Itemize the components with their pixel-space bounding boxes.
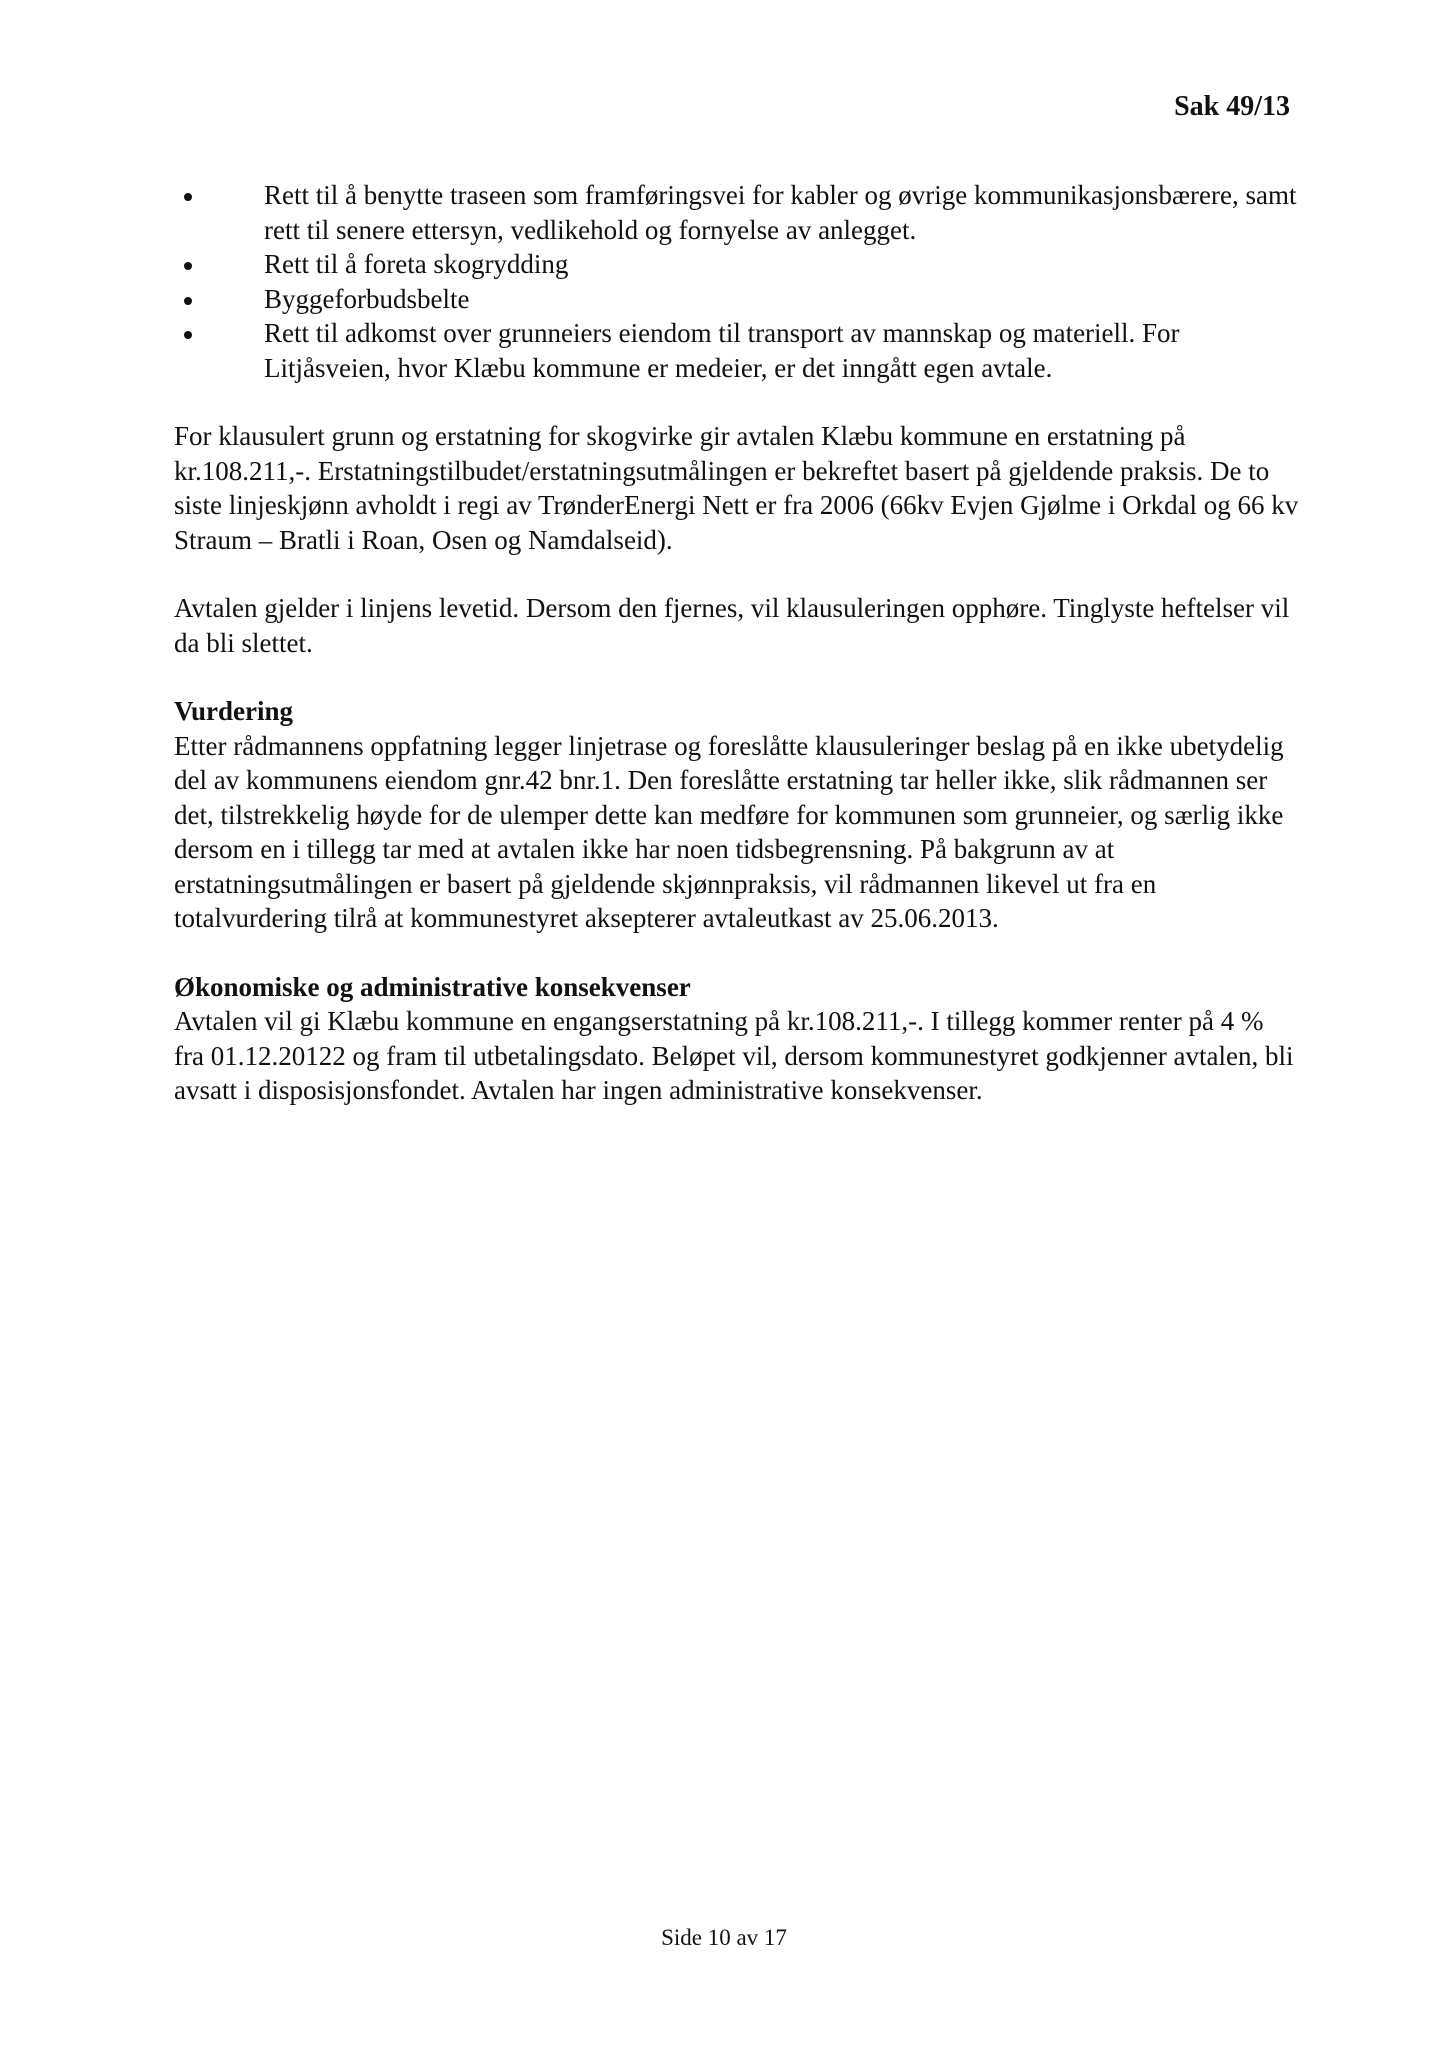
- compensation-paragraph: For klausulert grunn og erstatning for skogvirke gir avtalen Klæbu kommune en erstatning på kr.108.211,-. Erstatningstilbudet/erstatningsutmålingen er bekreftet basert på gjeldende praksis. De to siste linjeskjønn avholdt i regi av TrønderEnergi Nett er fra 2006 (66kv Evjen Gjølme i Orkdal og 66 kv Straum – Bratli i Roan, Osen og Namdalseid).: [174, 421, 1299, 555]
- list-item: [174, 316, 1299, 385]
- page-number: Side 10 av 17: [661, 1925, 787, 1950]
- rights-bullet-list: [174, 178, 1299, 385]
- list-item-text: Rett til å benytte traseen som framføringsvei for kabler og øvrige kommunikasjonsbærere, samt rett til senere ettersyn, vedlikehold og fornyelse av anlegget.: [264, 180, 1297, 245]
- consequences-body: Avtalen vil gi Klæbu kommune en engangserstatning på kr.108.211,-. I tillegg kommer renter på 4 % fra 01.12.20122 og fram til utbetalingsdato. Beløpet vil, dersom kommunestyret godkjenner avtalen, bli avsatt i disposisjonsfondet. Avtalen har ingen administrative konsekvenser.: [174, 1006, 1294, 1105]
- page-content: [174, 178, 1299, 1108]
- bullet-icon: [184, 331, 192, 339]
- duration-paragraph: Avtalen gjelder i linjens levetid. Dersom den fjernes, vil klausuleringen opphøre. Tinglyste heftelser vil da bli slettet.: [174, 593, 1290, 658]
- list-item: [174, 282, 1299, 317]
- assessment-heading: Vurdering: [174, 696, 294, 726]
- case-number: Sak 49/13: [1174, 91, 1290, 122]
- list-item: [174, 247, 1299, 282]
- assessment-body: Etter rådmannens oppfatning legger linjetrase og foreslåtte klausuleringer beslag på en ikke ubetydelig del av kommunens eiendom gnr.42 bnr.1. Den foreslåtte erstatning tar heller ikke, slik rådmannen ser det, tilstrekkelig høyde for de ulemper dette kan medføre for kommunen som grunneier, og særlig ikke dersom en i tillegg tar med at avtalen ikke har noen tidsbegrensning. På bakgrunn av at erstatningsutmålingen er basert på gjeldende skjønnpraksis, vil rådmannen likevel ut fra en totalvurdering tilrå at kommunestyret aksepterer avtaleutkast av 25.06.2013.: [174, 730, 1284, 933]
- bullet-icon: [184, 297, 192, 305]
- consequences-heading: Økonomiske og administrative konsekvenser: [174, 971, 691, 1002]
- bullet-icon: [184, 262, 192, 270]
- list-item-text: Byggeforbudsbelte: [264, 283, 470, 314]
- list-item: [174, 178, 1299, 247]
- list-item-text: Rett til adkomst over grunneiers eiendom til transport av mannskap og materiell. For Litjåsveien, hvor Klæbu kommune er medeier, er det inngått egen avtale.: [264, 318, 1180, 383]
- list-item-text: Rett til å foreta skogrydding: [264, 249, 569, 279]
- bullet-icon: [184, 193, 192, 201]
